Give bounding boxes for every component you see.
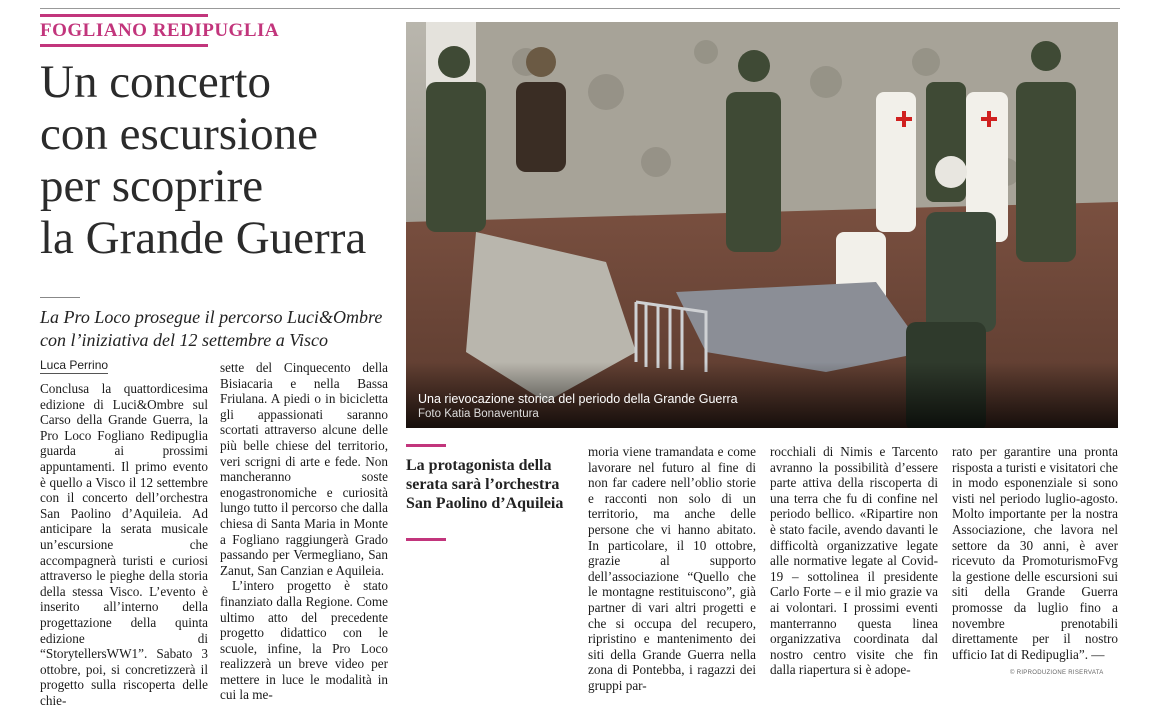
article-column-2 [220,360,388,703]
headline-line: Un concerto [40,56,271,108]
paragraph: Conclusa la quattordicesima edizione di Luci&Ombre sul Carso della Grande Guerra, la Pro Loco Fogliano Redipuglia guarda ai prossimi appuntamenti. Il primo evento è quello a Visco il 12 settembre con il concerto dell’orchestra San Paolino d’Aquileia. Ad anticipare la serata musicale un’escursione che accompagnerà turisti e curiosi attraverso le pieghe della storia della stessa Visco. L’evento è inserito all’interno della progettazione della quinta edizione di “StorytellersWW1”. Sabato 3 ottobre, poi, si concretizzerà il progetto sulla riscoperta delle chie- [40,381,208,708]
subhead-rule [40,297,80,298]
paragraph: moria viene tramandata e come lavorare nel futuro al fine di non far cadere nell’oblio storie e racconti non solo di un territorio, ma anche delle persone che vi hanno abitato. In particolare, il 10 ottobre, grazie al supporto dell’associazione “Quello che le montagne restituiscono”, già partner di vari altri progetti e che si occupa del recupero, ripristino e mantenimento dei siti della Grande Guerra nella zona di Pontebba, i ragazzi dei gruppi par- [588,444,756,693]
article-column-1 [40,381,208,708]
paragraph: rocchiali di Nimis e Tarcento avranno la possibilità d’essere parte attiva della riscoperta di una terra che fu di confine nel periodo bellico. «Ripartire non è stato facile, avendo davanti le difficoltà organizzative legate alle normative legate al Covid-19 – sottolinea il presidente Carlo Forte – e il mio grazie va ai volontari. I prossimi eventi manterranno questa linea organizzativa coordinata dal nostro centro visite che fin dalla riapertura si è adope- [770,444,938,678]
article-column-5 [952,444,1118,662]
headline-line: con escursione [40,108,318,160]
kicker-top-bar [40,14,208,17]
author-byline: Luca Perrino [40,358,109,372]
top-rule [40,8,1120,9]
pull-quote-bottom-rule [406,538,446,541]
paragraph: sette del Cinquecento della Bisiacaria e nella Bassa Friulana. A piedi o in bicicletta gli appassionati saranno scortati attraverso alcune delle più belle chiese del territorio, veri scrigni di arte e fede. Non mancheranno soste enogastronomiche e curiosità lungo tutto il percorso che dalla chiesa di Santa Maria in Monte a Fogliano raggiungerà Grado passando per Vermegliano, San Zanut, San Canzian e Aquileia. [220,360,388,578]
pull-quote-top-rule [406,444,446,447]
article-column-3 [588,444,756,694]
paragraph: rato per garantire una pronta risposta a turisti e visitatori che in modo esponenziale si sono visti nel periodo luglio-agosto. Molto importante per la nostra Associazione, che lavora nel settore da 30 anni, è aver ricevuto da PromoturismoFvg la gestione delle escursioni sui siti della Grande Guerra promosse da luglio fino a novembre prenotabili direttamente per il nostro ufficio Iat di Redipuglia”. — [952,444,1118,662]
caption-text: Una rievocazione storica del periodo della Grande Guerra [418,392,738,406]
kicker-bottom-bar [40,44,208,47]
section-kicker: FOGLIANO REDIPUGLIA [40,20,280,41]
article-column-4 [770,444,938,678]
paragraph: L’intero progetto è stato finanziato dalla Regione. Come ultimo atto del precedente progetto didattico con le scuole, infine, la Pro Loco realizzerà un breve video per mettere in luce le modalità in cui la me- [220,578,388,703]
photo-caption [418,392,738,422]
subheadline: La Pro Loco prosegue il percorso Luci&Ombre con l’iniziativa del 12 settembre a Visco [40,307,383,350]
photo-credit: Foto Katia Bonaventura [418,408,539,420]
pull-quote: La protagonista della serata sarà l’orchestra San Paolino d’Aquileia [406,457,564,512]
headline-line: per scoprire [40,160,264,212]
headline-line: la Grande Guerra [40,212,367,264]
copyright-notice: © RIPRODUZIONE RISERVATA [1010,670,1104,676]
article-photo [406,22,1118,428]
headline [40,56,400,264]
